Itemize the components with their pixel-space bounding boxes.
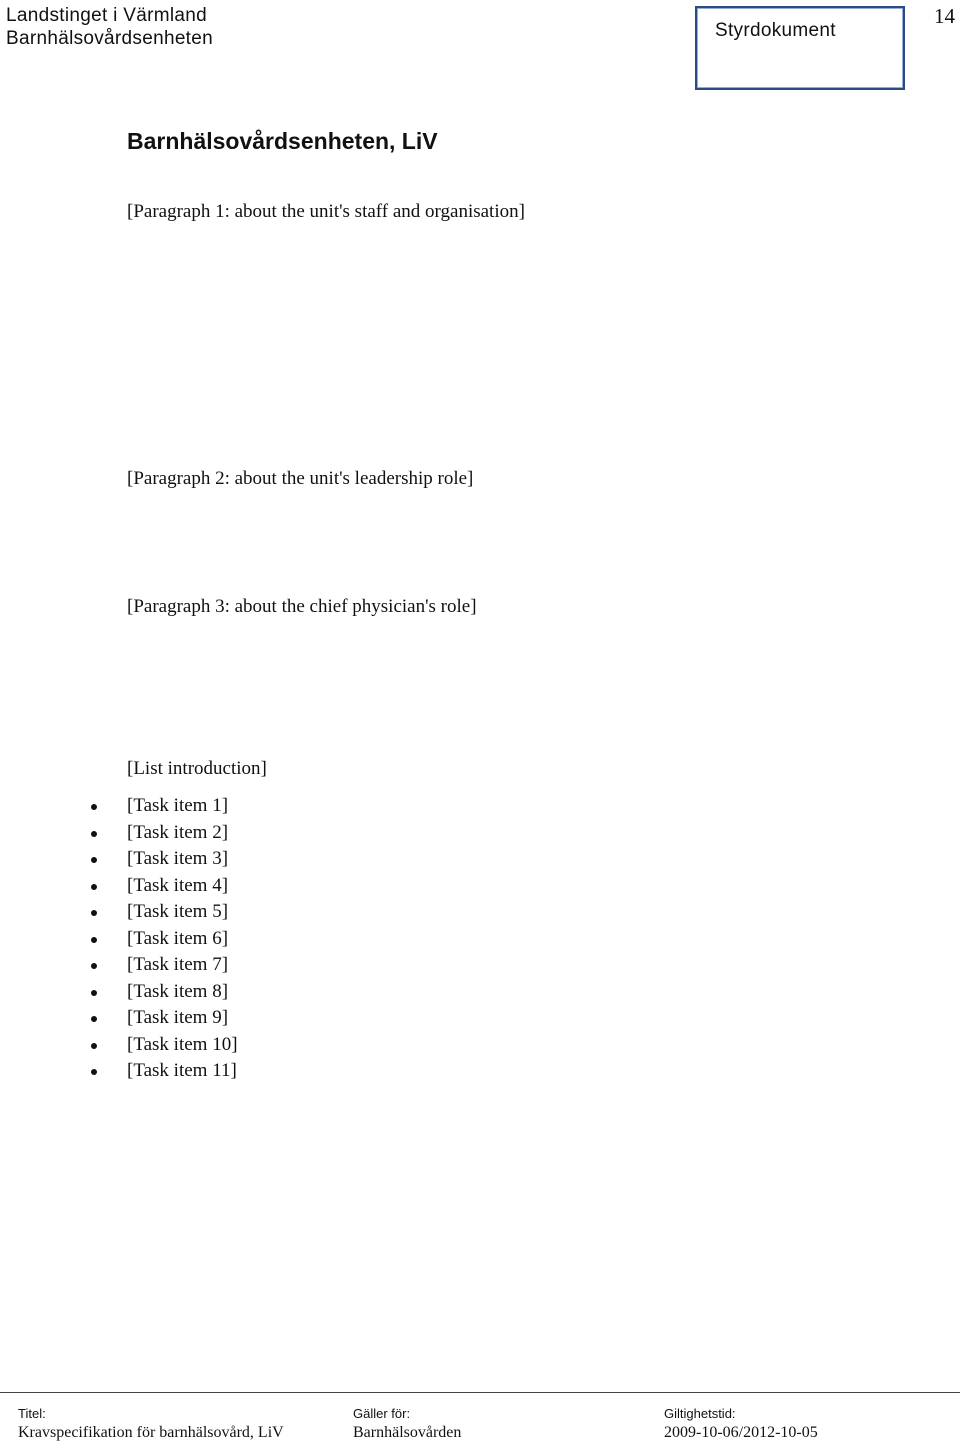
bullet-icon <box>91 990 97 996</box>
list-item <box>127 1005 959 1032</box>
list-item-text: [Task item 1] <box>127 795 229 816</box>
paragraph-chief-physician: [Paragraph 3: about the chief physician's role] <box>127 596 477 617</box>
bullet-icon <box>91 831 97 837</box>
list-item <box>127 793 959 820</box>
list-item <box>127 926 959 953</box>
document-type-box <box>695 6 905 90</box>
bullet-icon <box>91 884 97 890</box>
footer-validity-value: 2009-10-06/2012-10-05 <box>664 1424 818 1441</box>
list-item-text: [Task item 2] <box>127 821 229 843</box>
bullet-icon <box>91 1016 97 1022</box>
footer-applies-label: Gäller för: <box>353 1406 411 1421</box>
bullet-icon <box>91 1043 97 1049</box>
footer-validity-label: Giltighetstid: <box>664 1406 736 1421</box>
list-item <box>127 1032 959 1059</box>
footer-title-value: Kravspecifikation för barnhälsovård, LiV <box>18 1424 284 1441</box>
list-item <box>127 846 959 873</box>
bullet-icon <box>91 910 97 916</box>
bullet-icon <box>91 857 97 863</box>
bullet-icon <box>91 804 97 810</box>
footer-title-label: Titel: <box>18 1406 46 1421</box>
list-item <box>127 952 959 979</box>
bullet-icon <box>91 963 97 969</box>
list-item-text: [Task item 6] <box>127 927 229 949</box>
list-item <box>127 899 959 926</box>
task-list <box>127 793 959 1085</box>
list-item-text: [Task item 3] <box>127 848 229 869</box>
footer-divider <box>0 1392 960 1393</box>
list-item <box>127 1058 959 1085</box>
list-item-text: [Task item 10] <box>127 1033 238 1055</box>
list-item-text: [Task item 9] <box>127 1007 229 1028</box>
paragraph-leadership: [Paragraph 2: about the unit's leadership role] <box>127 468 474 489</box>
bullet-icon <box>91 1069 97 1075</box>
page-title: Barnhälsovårdsenheten, LiV <box>127 128 438 154</box>
footer-title <box>18 1405 284 1444</box>
list-item-text: [Task item 5] <box>127 901 229 922</box>
list-item-text: [Task item 4] <box>127 874 229 896</box>
document-type-label: Styrdokument <box>715 20 836 41</box>
page-number: 14 <box>934 4 955 28</box>
footer-validity <box>664 1405 818 1444</box>
paragraph-tasks-intro: [List introduction] <box>127 758 267 779</box>
list-item <box>127 873 959 900</box>
bullet-icon <box>91 937 97 943</box>
page-header <box>6 4 213 50</box>
list-item-text: [Task item 7] <box>127 954 229 975</box>
list-item <box>127 979 959 1006</box>
footer-applies <box>353 1405 461 1444</box>
list-item-text: [Task item 8] <box>127 980 229 1002</box>
unit-name: Barnhälsovårdsenheten <box>6 28 213 49</box>
paragraph-unit-description: [Paragraph 1: about the unit's staff and organisation] <box>127 201 525 222</box>
footer-applies-value: Barnhälsovården <box>353 1424 462 1441</box>
list-item-text: [Task item 11] <box>127 1060 237 1081</box>
list-item <box>127 820 959 847</box>
organization-name: Landstinget i Värmland <box>6 5 207 26</box>
